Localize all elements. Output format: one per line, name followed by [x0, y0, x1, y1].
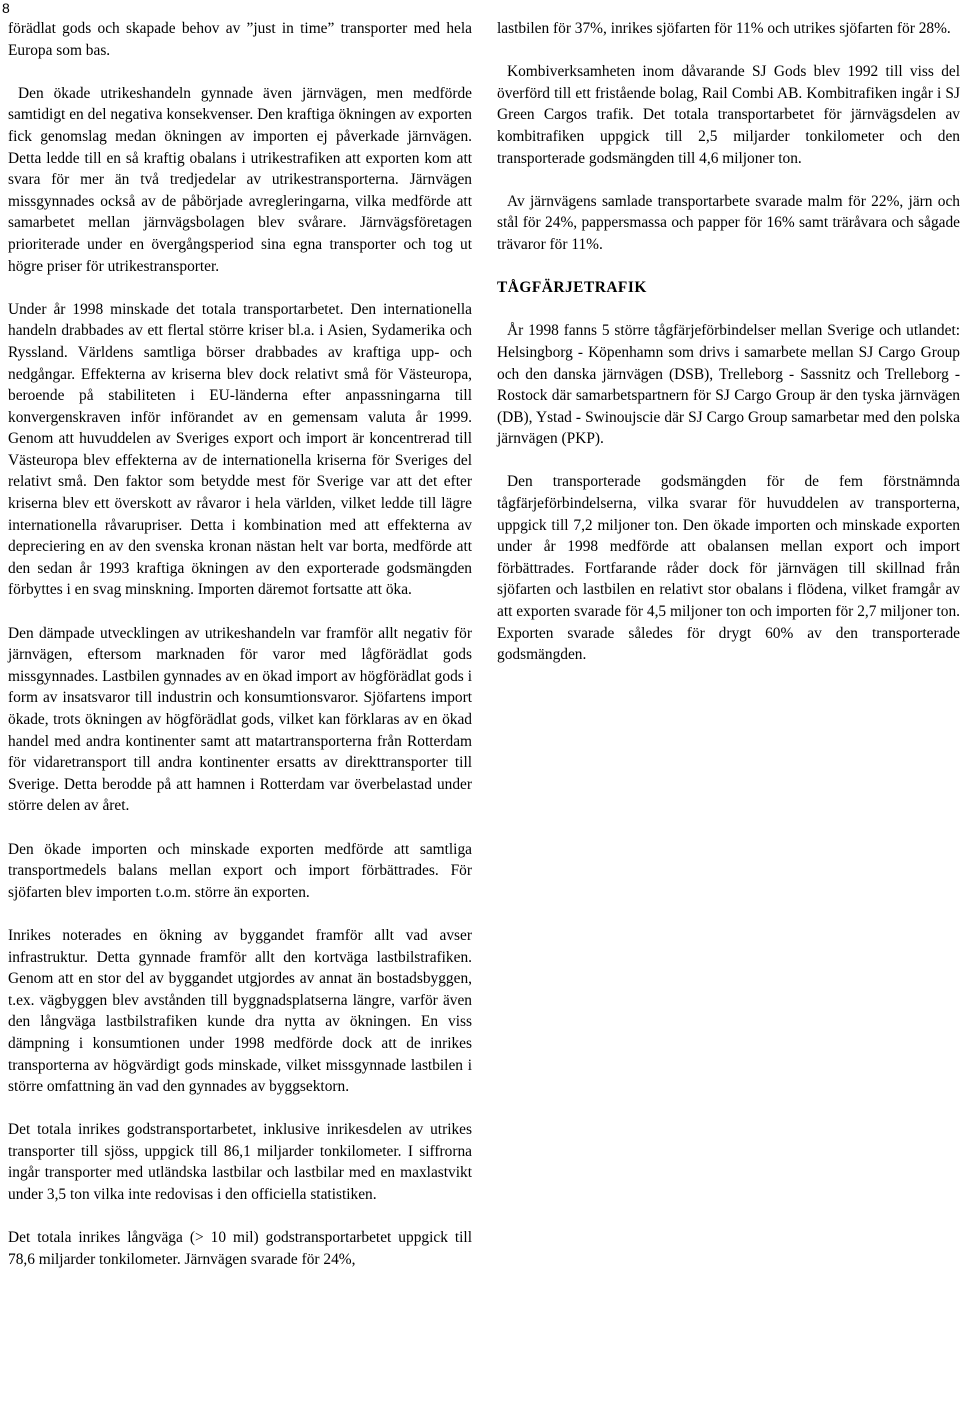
paragraph-langvaga-godstransport: Det totala inrikes långväga (> 10 mil) godstransportarbetet uppgick till 78,6 miljarder tonkilometer. Järnvägen svarade för 24%,	[8, 1229, 472, 1268]
paragraph-ar-1998: Under år 1998 minskade det totala transportarbetet. Den internationella handeln drabbades av ett flertal större kriser bl.a. i Asien, Sydamerika och Ryssland. Världens samtliga börser drabbades av kraftiga upp- och nedgångar. Effekterna av kriserna blev dock relativt små för Västeuropa, beroende på stabiliteten i EU-länderna efter anpassningarna till konvergenskraven inför införandet av en gemensam valuta år 1999. Genom att huvuddelen av Sveriges export och import är koncentrerad till Västeuropa blev effekterna av de internationella kriserna för Sveriges del relativt små. Den faktor som betydde mest för Sverige var att det efter kriserna blev ett överskott av råvaror i hela världen, vilket ledde till lägre internationella råvarupriser. Detta i kombination med att effekterna av depreciering en av den svenska kronan nästan helt var borta, medförde att den sedan år 1993 kraftiga ökningen av den exporterade godsmängden förbyttes i en svag minskning. Importen däremot fortsatte att öka.	[8, 300, 472, 599]
paragraph-godsmangd-tagfarja: Den transporterade godsmängden för de fem förstnämnda tågfärjeförbindelserna, vilka svarar för huvuddelen av transporterna, uppgick till 7,2 miljoner ton. Den ökade importen och minskade exporten under år 1998 medförde att obalansen mellan export och import förbättrades. Fortfarande råder dock för järnvägen till skillnad från sjöfarten och lastbilen en relativt stor obalans i flödena, vilket framgår av att exporten svarade för 4,5 miljoner ton och importen för 2,7 miljoner ton. Exporten svarade således för drygt 60% av den transporterade godsmängden.	[497, 473, 960, 664]
left-column	[8, 18, 472, 1292]
paragraph-transportandelar: lastbilen för 37%, inrikes sjöfarten för 11% och utrikes sjöfarten för 28%.	[497, 20, 951, 37]
paragraph-varuslag: Av järnvägens samlade transportarbete svarade malm för 22%, järn och stål för 24%, pappersmassa och papper för 16% samt träråvara och sågade trävaror för 11%.	[497, 192, 960, 253]
paragraph-inrikes-godstransportarbete: Det totala inrikes godstransportarbetet, inklusive inrikesdelen av utrikes transporter till sjöss, uppgick till 86,1 miljarder tonkilometer. I siffrorna ingår transporter med utländska lastbilar och lastbilar med en maxlastvikt under 3,5 ton vilka inte redovisas i den officiella statistiken.	[8, 1121, 472, 1204]
paragraph-inrikes-byggande: Inrikes noterades en ökning av byggandet framför allt vad avser infrastruktur. Detta gynnade framför allt den kortväga lastbilstrafiken. Genom att en stor del av byggandet utgjordes av annat än bostadsbyggen, t.ex. vägbyggen blev avstånden till byggnadsplatserna längre, varför även den långväga lastbilstrafiken kunde dra nytta av ökningen. En viss dämpning i konsumtionen under 1998 medförde dock att de inrikes transporterna av högvärdigt gods minskade, vilket missgynnade lastbilen i större omfattning än vad den gynnades av byggsektorn.	[8, 926, 472, 1096]
paragraph-kombiverksamhet: Kombiverksamheten inom dåvarande SJ Gods blev 1992 till viss del överförd till ett fristående bolag, Rail Combi AB. Kombitrafiken ingår i SJ Green Cargos trafik. Det totala transportarbetet för järnvägsdelen av kombitrafiken uppgick till 2,5 miljarder tonkilometer och den transporterade godsmängden till 4,6 miljoner ton.	[497, 63, 960, 167]
paragraph-just-in-time: förädlat gods och skapade behov av ”just in time” transporter med hela Europa som bas.	[8, 20, 472, 59]
section-heading-tagfarjetrafik: TÅGFÄRJETRAFIK	[497, 279, 647, 297]
paragraph-dampade-utveckling: Den dämpade utvecklingen av utrikeshandeln var framför allt negativ för järnvägen, eftersom marknaden för varor med lågförädlat gods missgynnades. Lastbilen gynnades av en ökad import av högförädlat gods i form av insatsvaror till industrin och konsumtionsvaror. Sjöfartens import ökade, trots ökningen av högförädlat gods, vilket kan förklaras av en ökad handel med andra kontinenter samt att matartransporterna från Rotterdam för vidaretransport till andra kontinenter ersatts av direkttransporter till Sverige. Detta berodde på att hamnen i Rotterdam var överbelastad under större delen av året.	[8, 624, 472, 815]
paragraph-import-export-balans: Den ökade importen och minskade exporten medförde att samtliga transportmedels balans mellan export och import förbättrades. För sjöfarten blev importen t.o.m. större än exporten.	[8, 840, 472, 901]
right-column	[497, 18, 960, 687]
page-number: 8	[2, 0, 10, 16]
paragraph-utrikeshandel: Den ökade utrikeshandeln gynnade även järnvägen, men medförde samtidigt en del negativa konsekvenser. Den kraftiga ökningen av exporten fick genomslag medan ökningen av importen ej påverkade järnvägen. Detta ledde till en så kraftig obalans i utrikestrafiken att exporten kom att svara för mer än två tredjedelar av utrikestransporterna. Järnvägen missgynnades också av de påbörjade avregleringarna, vilka medförde att samarbetet mellan järnvägsbolagen blev svårare. Järnvägsföretagen prioriterade under en övergångsperiod sina egna transporter och tog ut högre priser för utrikestransporter.	[8, 84, 472, 275]
paragraph-tagfarjeforbindelser: År 1998 fanns 5 större tågfärjeförbindelser mellan Sverige och utlandet: Helsingborg - Köpenhamn som drivs i samarbete mellan SJ Cargo Group och den danska järnvägen (DSB), Trelleborg - Sassnitz och Trelleborg - Rostock där samarbetspartnern för SJ Cargo Group är den tyska järnvägen (DB), Ystad - Swinoujscie där SJ Cargo Group samarbetar med den polska järnvägen (PKP).	[497, 322, 960, 448]
